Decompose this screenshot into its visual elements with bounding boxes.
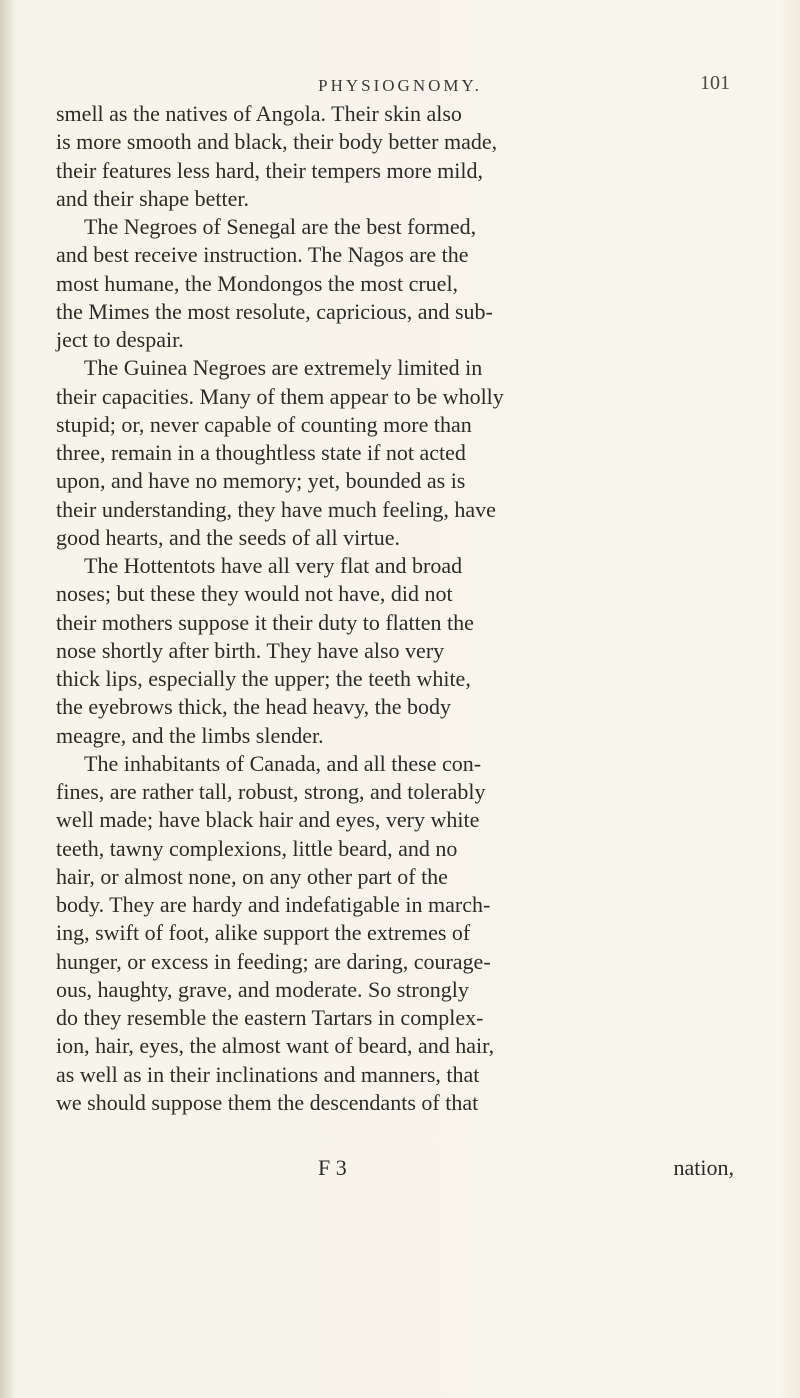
text-line: do they resemble the eastern Tartars in complex- <box>56 1005 484 1030</box>
text-line: The Guinea Negroes are extremely limited in <box>84 355 483 381</box>
text-line: good hearts, and the seeds of all virtue. <box>56 524 400 550</box>
text-line: fines, are rather tall, robust, strong, and tolerably <box>56 779 486 804</box>
text-line: we should suppose them the descendants of that <box>56 1089 479 1115</box>
page-number: 101 <box>700 72 730 94</box>
text-line: ing, swift of foot, alike support the extremes of <box>56 920 471 946</box>
text-line: upon, and have no memory; yet, bounded as is <box>56 468 466 494</box>
text-line: nose shortly after birth. They have also very <box>56 637 445 663</box>
text-line: ion, hair, eyes, the almost want of beard, and hair, <box>56 1033 495 1059</box>
text-line: noses; but these they would not have, did not <box>56 581 453 607</box>
text-line: The Hottentots have all very flat and broad <box>84 553 463 578</box>
text-line: three, remain in a thoughtless state if not acted <box>56 440 466 465</box>
signature-mark: F 3 <box>318 1155 347 1180</box>
text-line: as well as in their inclinations and manners, that <box>56 1061 480 1087</box>
text-line: hunger, or excess in feeding; are daring, courage- <box>56 948 491 974</box>
body-text <box>56 100 756 1117</box>
text-line: their capacities. Many of them appear to be wholly <box>56 383 504 409</box>
text-line: ous, haughty, grave, and moderate. So strongly <box>56 976 469 1002</box>
text-line: The Negroes of Senegal are the best formed, <box>84 214 477 239</box>
text-line: smell as the natives of Angola. Their skin also <box>56 101 462 126</box>
page-header <box>0 70 800 104</box>
text-line: well made; have black hair and eyes, very white <box>56 807 480 833</box>
running-head: PHYSIOGNOMY. <box>318 76 482 95</box>
text-line: teeth, tawny complexions, little beard, and no <box>56 835 458 861</box>
page-gutter-shadow <box>0 0 14 1398</box>
text-line: the Mimes the most resolute, capricious, and sub- <box>56 298 493 324</box>
text-line: and their shape better. <box>56 185 250 211</box>
text-line: hair, or almost none, on any other part of the <box>56 863 448 889</box>
text-line: their mothers suppose it their duty to flatten the <box>56 609 474 635</box>
text-line: is more smooth and black, their body better made, <box>56 129 498 155</box>
text-line: the eyebrows thick, the head heavy, the body <box>56 694 452 720</box>
text-line: their understanding, they have much feeling, have <box>56 496 496 522</box>
text-line: and best receive instruction. The Nagos are the <box>56 242 469 268</box>
text-line: thick lips, especially the upper; the teeth white, <box>56 666 471 691</box>
text-line: The inhabitants of Canada, and all these con- <box>84 750 482 776</box>
text-line: most humane, the Mondongos the most cruel, <box>56 270 459 296</box>
text-line: their features less hard, their tempers more mild, <box>56 157 484 183</box>
text-line: stupid; or, never capable of counting more than <box>56 411 472 437</box>
page-footer <box>56 1155 756 1183</box>
text-line: body. They are hardy and indefatigable in march- <box>56 892 491 917</box>
text-line: meagre, and the limbs slender. <box>56 722 324 748</box>
text-line: ject to despair. <box>56 327 184 352</box>
catchword: nation, <box>673 1155 734 1180</box>
